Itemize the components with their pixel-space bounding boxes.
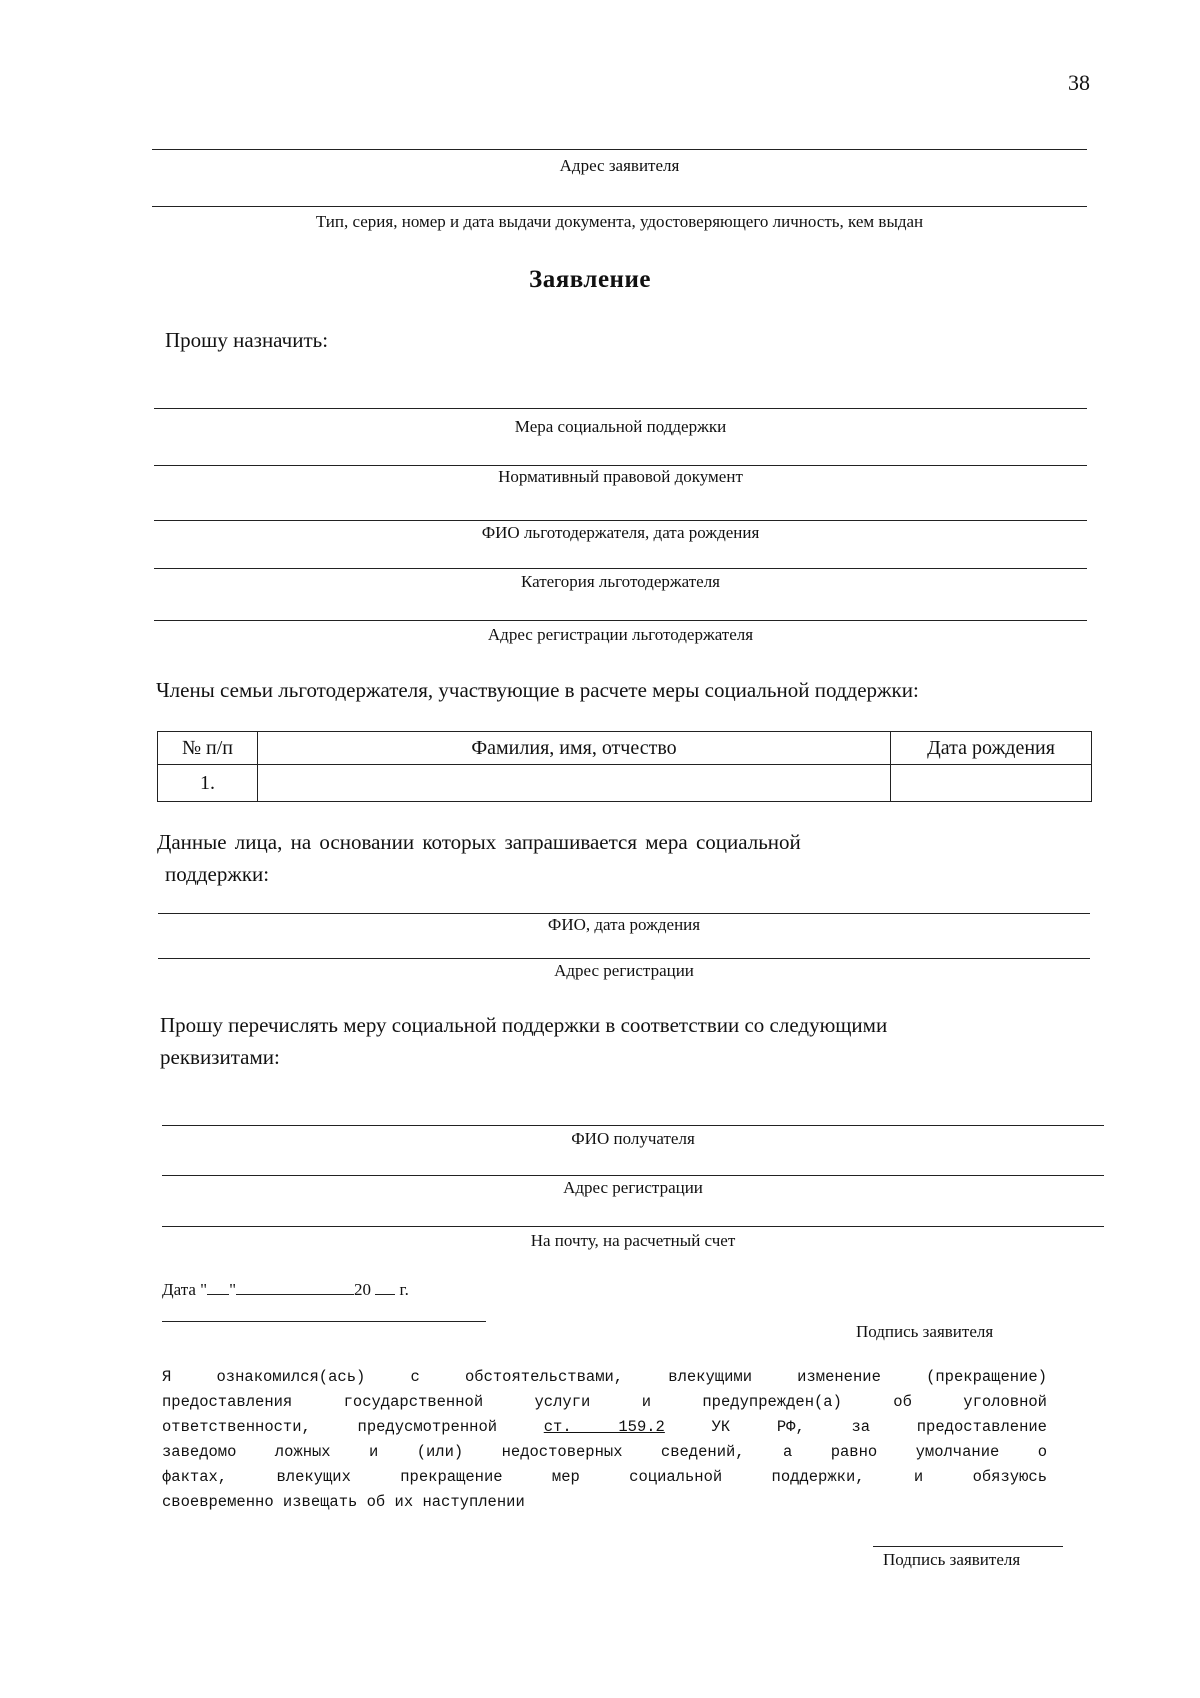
column-header-full-name: Фамилия, имя, отчество — [258, 732, 891, 765]
identity-document-caption: Тип, серия, номер и дата выдачи документа, удостоверяющего личность, кем выдан — [315, 212, 924, 231]
signature-caption: Подпись заявителя — [856, 1322, 994, 1341]
signature-line[interactable] — [162, 1321, 486, 1322]
column-header-number: № п/п — [158, 732, 258, 765]
person-address-line[interactable] — [158, 958, 1090, 959]
acknowledgement-line: фактах, влекущих прекращение мер социальной поддержки, и обязуюсь — [162, 1468, 1047, 1486]
acknowledgement-line: Я ознакомился(ась) с обстоятельствами, влекущими изменение (прекращение) — [162, 1368, 1047, 1386]
person-heading: Данные лица, на основании которых запрашивается мера социальной — [157, 830, 801, 854]
beneficiary-name-line[interactable] — [154, 520, 1087, 521]
row-number-cell: 1. — [158, 765, 258, 802]
date-label: Дата " — [162, 1280, 208, 1299]
recipient-name-caption: ФИО получателя — [571, 1129, 695, 1148]
birth-date-cell[interactable] — [891, 765, 1092, 802]
acknowledgement-line-end: УК РФ, за предоставление — [711, 1418, 1047, 1436]
full-name-cell[interactable] — [258, 765, 891, 802]
person-address-caption: Адрес регистрации — [554, 961, 694, 980]
beneficiary-name-caption: ФИО льготодержателя, дата рождения — [481, 523, 760, 542]
legal-document-caption: Нормативный правовой документ — [498, 467, 743, 486]
legal-document-line[interactable] — [154, 465, 1087, 466]
criminal-code-article-link[interactable]: ст. 159.2 — [543, 1418, 665, 1436]
person-heading-continued: поддержки: — [165, 862, 270, 886]
table-row — [158, 765, 1092, 802]
family-heading: Члены семьи льготодержателя, участвующие в расчете меры социальной поддержки: — [156, 678, 919, 702]
page-title: Заявление — [529, 266, 651, 293]
family-members-table — [157, 731, 1092, 802]
date-year-prefix: 20 — [354, 1280, 372, 1299]
acknowledgement-line — [162, 1415, 1047, 1440]
support-measure-line[interactable] — [154, 408, 1087, 409]
acknowledgement-line: своевременно извещать об их наступлении — [162, 1493, 525, 1511]
column-header-birth-date: Дата рождения — [891, 732, 1092, 765]
date-field — [162, 1278, 409, 1300]
beneficiary-category-caption: Категория льготодержателя — [520, 572, 720, 591]
payment-method-caption: На почту, на расчетный счет — [530, 1231, 736, 1250]
beneficiary-address-line[interactable] — [154, 620, 1087, 621]
recipient-address-caption: Адрес регистрации — [563, 1178, 703, 1197]
signature-caption-2: Подпись заявителя — [883, 1550, 1021, 1569]
payment-heading: Прошу перечислять меру социальной поддержки в соответствии со следующими — [160, 1013, 888, 1037]
identity-document-line[interactable] — [152, 206, 1087, 207]
acknowledgement-line: заведомо ложных и (или) недостоверных сведений, а равно умолчание о — [162, 1443, 1047, 1461]
page-number: 38 — [1068, 70, 1090, 95]
recipient-address-line[interactable] — [162, 1175, 1104, 1176]
applicant-address-caption: Адрес заявителя — [559, 156, 680, 175]
date-day-blank[interactable] — [207, 1278, 229, 1295]
support-measure-caption: Мера социальной поддержки — [514, 417, 727, 436]
recipient-name-line[interactable] — [162, 1125, 1104, 1126]
applicant-address-line[interactable] — [152, 149, 1087, 150]
date-year-blank[interactable] — [375, 1278, 395, 1295]
acknowledgement-text — [162, 1365, 1047, 1515]
date-month-blank[interactable] — [236, 1278, 354, 1295]
date-quote-close: " — [229, 1280, 237, 1299]
acknowledgement-line-start: ответственности, предусмотренной — [162, 1418, 498, 1436]
table-header-row — [158, 732, 1092, 765]
request-intro: Прошу назначить: — [165, 328, 329, 352]
beneficiary-address-caption: Адрес регистрации льготодержателя — [487, 625, 754, 644]
acknowledgement-line: предоставления государственной услуги и предупрежден(а) об уголовной — [162, 1393, 1047, 1411]
signature-line-2[interactable] — [873, 1546, 1063, 1547]
person-name-caption: ФИО, дата рождения — [547, 915, 701, 934]
date-year-suffix: г. — [399, 1280, 409, 1299]
payment-heading-continued: реквизитами: — [160, 1045, 280, 1069]
person-name-line[interactable] — [158, 913, 1090, 914]
payment-method-line[interactable] — [162, 1226, 1104, 1227]
beneficiary-category-line[interactable] — [154, 568, 1087, 569]
